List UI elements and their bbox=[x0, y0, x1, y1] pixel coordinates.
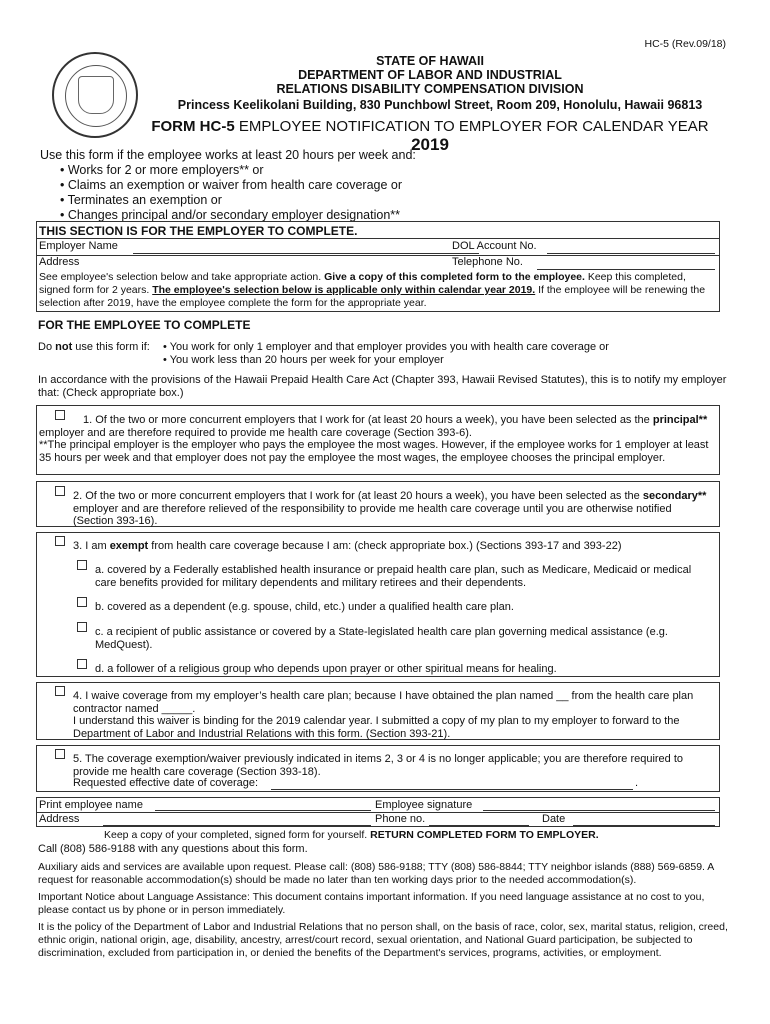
option-4: 4. I waive coverage from my employer’s health care plan; because I have obtained the plan named __ from the health care plan contractor named _____. I understand this waiver is binding for the 2019 calendar year. I submitted a copy of my plan to my employer to forward to the Department of Labor and Industrial Relations with this form. (Section 393-21). bbox=[36, 682, 720, 740]
telephone-field[interactable] bbox=[537, 269, 715, 270]
option-4-checkbox[interactable] bbox=[55, 686, 65, 696]
dol-account-label: DOL Account No. bbox=[452, 240, 537, 252]
option-3a-checkbox[interactable] bbox=[77, 560, 87, 570]
option-5: 5. The coverage exemption/waiver previously indicated in items 2, 3 or 4 is no longer applicable; you are therefore required to provide me health care coverage (Section 393-18). Requested effective date of coverage: . bbox=[36, 745, 720, 792]
option-2: 2. Of the two or more concurrent employers that I work for (at least 20 hours a week), you have been selected as the secondary** employer and are therefore relieved of the responsibility to provide me health care coverage until you are otherwise notified (Section 393-16). bbox=[36, 481, 720, 527]
intro-bullet: • Works for 2 or more employers** or bbox=[60, 163, 416, 178]
accordance-text: In accordance with the provisions of the Hawaii Prepaid Health Care Act (Chapter 393, Hawaii Revised Statutes), this is to notify my employer that: (Check appropriate box.) bbox=[38, 374, 727, 399]
employer-name-field[interactable] bbox=[133, 253, 479, 254]
option-3a: a. covered by a Federally established health insurance or prepaid health care plan, such as Medicare, Medicaid or medical care benefits provided for military dependents and military retirees and their dependents. bbox=[95, 564, 692, 589]
signature-label: Employee signature bbox=[375, 799, 473, 811]
call-note: Call (808) 586-9188 with any questions about this form. bbox=[38, 843, 308, 855]
option-3d: d. a follower of a religious group who depends upon prayer or other spiritual means for healing. bbox=[95, 663, 557, 675]
employer-section-heading: THIS SECTION IS FOR THE EMPLOYER TO COMPLETE. bbox=[39, 224, 358, 238]
form-revision: HC-5 (Rev.09/18) bbox=[644, 38, 726, 50]
dol-account-field[interactable] bbox=[547, 253, 715, 254]
header-address: Princess Keelikolani Building, 830 Punchbowl Street, Room 209, Honolulu, Hawaii 96813 bbox=[177, 98, 703, 112]
intro-bullet: • Changes principal and/or secondary employer designation** bbox=[60, 208, 416, 223]
form-title: FORM HC-5 EMPLOYEE NOTIFICATION TO EMPLOYER FOR CALENDAR YEAR 2019 bbox=[151, 118, 709, 154]
option-3d-checkbox[interactable] bbox=[77, 659, 87, 669]
telephone-label: Telephone No. bbox=[452, 256, 523, 268]
date-label: Date bbox=[542, 813, 566, 825]
header-dept: DEPARTMENT OF LABOR AND INDUSTRIAL bbox=[298, 68, 562, 82]
option-3b-checkbox[interactable] bbox=[77, 597, 87, 607]
language-notice: Important Notice about Language Assistance: This document contains important information. If you need language assistance at no cost to you, please contact us by phone or in person immediately. bbox=[38, 891, 705, 916]
intro-bullet: • Terminates an exemption or bbox=[60, 193, 416, 208]
signature-field[interactable] bbox=[483, 810, 715, 811]
employer-instructions: See employee's selection below and take appropriate action. Give a copy of this completed form to the employee. Keep this completed, signed form for 2 years. The employee's selection below is applicable only within calendar year 2019. If the employee will be renewing the selection after 2019, have the employee complete the form for the appropriate year. bbox=[39, 271, 706, 309]
signature-section bbox=[36, 797, 720, 827]
auxiliary-notice: Auxiliary aids and services are available upon request. Please call: (808) 586-9188; TTY (808) 586-8844; TTY neighbor islands (888) 569-6859. A request for reasonable accommodation(s) should be made no later than ten working days prior to the needed accommodation(s). bbox=[38, 861, 714, 886]
intro-bullet: • Claims an exemption or waiver from health care coverage or bbox=[60, 178, 416, 193]
option-3: 3. I am exempt from health care coverage because I am: (check appropriate box.) (Sections 393-17 and 393-22) a. covered by a Federally established health insurance or prepaid health care plan, such as Medicare, Medicaid or medical care benefits provided for military dependents and military retirees and their dependents. b. covered as a dependent (e.g. spouse, child, etc.) under a qualified health care plan. c. a recipient of public assistance or covered by a State-legislated health care plan governing medical assistance (e.g. MedQuest). d. a follower of a religious group who depends upon prayer or other spiritual means for healing. bbox=[36, 532, 720, 677]
keep-copy-note: Keep a copy of your completed, signed form for yourself. RETURN COMPLETED FORM TO EMPLOYER. bbox=[104, 829, 599, 841]
intro: Use this form if the employee works at least 20 hours per week and: • Works for 2 or more employers** or • Claims an exemption or waiver from health care coverage or • Terminates an exemption or • Changes principal and/or secondary employer designation** bbox=[40, 148, 416, 223]
option-5-checkbox[interactable] bbox=[55, 749, 65, 759]
option-3c: c. a recipient of public assistance or covered by a State-legislated health care plan governing medical assistance (e.g. MedQuest). bbox=[95, 626, 668, 651]
phone-label: Phone no. bbox=[375, 813, 426, 825]
header-division: RELATIONS DISABILITY COMPENSATION DIVISION bbox=[276, 82, 584, 96]
employee-address-field[interactable] bbox=[103, 825, 371, 826]
phone-field[interactable] bbox=[429, 825, 529, 826]
effective-date-field[interactable] bbox=[271, 789, 633, 790]
employer-section bbox=[36, 221, 720, 312]
employer-address-label: Address bbox=[39, 256, 80, 268]
date-field[interactable] bbox=[573, 825, 715, 826]
option-2-checkbox[interactable] bbox=[55, 486, 65, 496]
employee-address-label: Address bbox=[39, 813, 80, 825]
print-name-field[interactable] bbox=[155, 810, 371, 811]
employer-name-label: Employer Name bbox=[39, 240, 118, 252]
header-state: STATE OF HAWAII bbox=[376, 54, 484, 68]
policy-notice: It is the policy of the Department of Labor and Industrial Relations that no person shall, on the basis of race, color, sex, marital status, religion, creed, ethnic origin, national origin, age, disability, ancestry, arrest/court record, sexual orientation, and National Guard participation, be subjected to discrimination, excluded from participation in, or denied the benefits of the Department's services, programs, activities, or employment. bbox=[38, 921, 728, 959]
option-3b: b. covered as a dependent (e.g. spouse, child, etc.) under a qualified health care plan. bbox=[95, 601, 514, 613]
option-3c-checkbox[interactable] bbox=[77, 622, 87, 632]
do-not-use: Do not use this form if: • You work for only 1 employer and that employer provides you with health care coverage or • You work less than 20 hours per week for your employer bbox=[38, 341, 609, 366]
option-1: 1. Of the two or more concurrent employers that I work for (at least 20 hours a week), you have been selected as the principal** employer and are therefore required to provide me health care coverage (Section 393-6). **The principal employer is the employer who pays the employee the most wages. However, if the employee works for 1 employer at least 35 hours per week and that employer does not pay the employee the most wages, the employee chooses the principal employer. bbox=[36, 405, 720, 475]
employee-section-heading: FOR THE EMPLOYEE TO COMPLETE bbox=[38, 318, 251, 332]
option-3-checkbox[interactable] bbox=[55, 536, 65, 546]
state-seal-icon bbox=[52, 52, 138, 138]
print-name-label: Print employee name bbox=[39, 799, 143, 811]
